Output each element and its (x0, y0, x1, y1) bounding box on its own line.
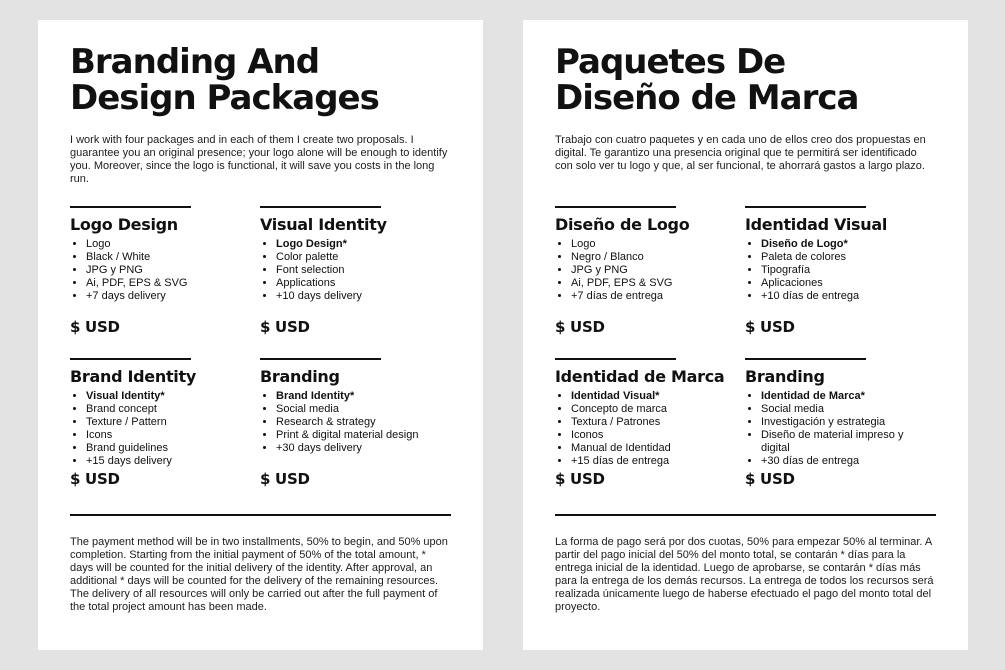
list-item: • +10 days delivery (276, 290, 450, 303)
page-title: Paquetes De Diseño de Marca (555, 42, 859, 118)
list-item: • Iconos (571, 429, 745, 442)
list-item: • Logo (571, 238, 745, 251)
package-divider (70, 358, 191, 360)
list-item: • Texture / Pattern (86, 416, 260, 429)
sheet-spanish (523, 20, 968, 650)
package-item-list (745, 238, 935, 303)
packages-grid (555, 206, 936, 510)
package-visual-identity (745, 206, 935, 358)
list-item: • Tipografía (761, 264, 935, 277)
package-item-list (260, 390, 450, 455)
list-item: • Black / White (86, 251, 260, 264)
list-item: • Icons (86, 429, 260, 442)
list-item: • Identidad de Marca* (761, 390, 935, 403)
package-price: $ USD (555, 318, 605, 336)
list-item: • +30 days delivery (276, 442, 450, 455)
package-price: $ USD (260, 470, 310, 488)
intro-text: Trabajo con cuatro paquetes y en cada uno de ellos creo dos propuestas en digital. Te garantizo una presencia original que te permitirá ser identificado con solo ver tu logo y que, al ser funcional, te ahorrará gastos a largo plazo. (555, 134, 926, 172)
package-price: $ USD (555, 470, 605, 488)
list-item: • Social media (276, 403, 450, 416)
section-divider (70, 514, 451, 516)
package-price: $ USD (70, 470, 120, 488)
package-branding (745, 358, 935, 510)
package-divider (260, 206, 381, 208)
list-item: • Paleta de colores (761, 251, 935, 264)
package-title: Branding (745, 367, 825, 386)
list-item: • Ai, PDF, EPS & SVG (571, 277, 745, 290)
package-visual-identity (260, 206, 450, 358)
list-item: • Brand concept (86, 403, 260, 416)
list-item: • +7 días de entrega (571, 290, 745, 303)
package-item-list (555, 238, 745, 303)
list-item: • JPG y PNG (571, 264, 745, 277)
sheet-english (38, 20, 483, 650)
package-title: Brand Identity (70, 367, 196, 386)
package-brand-identity (555, 358, 745, 510)
section-divider (555, 514, 936, 516)
list-item: • Manual de Identidad (571, 442, 745, 455)
list-item: • Brand Identity* (276, 390, 450, 403)
package-title: Visual Identity (260, 215, 387, 234)
list-item: • Visual Identity* (86, 390, 260, 403)
package-title: Identidad de Marca (555, 367, 725, 386)
package-item-list (70, 390, 260, 468)
package-price: $ USD (745, 318, 795, 336)
package-divider (555, 206, 676, 208)
list-item: • Color palette (276, 251, 450, 264)
package-divider (260, 358, 381, 360)
package-item-list (260, 238, 450, 303)
packages-grid (70, 206, 451, 510)
package-divider (555, 358, 676, 360)
package-logo-design (555, 206, 745, 358)
list-item: • Logo (86, 238, 260, 251)
list-item: • Ai, PDF, EPS & SVG (86, 277, 260, 290)
intro-text: I work with four packages and in each of them I create two proposals. I guarantee you an original presence; your logo alone will be enough to identify you. Moreover, since the logo is functional, it will save you costs in the long run. (70, 134, 448, 185)
list-item: • Aplicaciones (761, 277, 935, 290)
list-item: • +15 days delivery (86, 455, 260, 468)
package-logo-design (70, 206, 260, 358)
package-divider (745, 358, 866, 360)
package-title: Diseño de Logo (555, 215, 690, 234)
list-item: • +30 días de entrega (761, 455, 935, 468)
list-item: • JPG y PNG (86, 264, 260, 277)
list-item: • Diseño de material impreso y digital (761, 429, 935, 455)
list-item: • Textura / Patrones (571, 416, 745, 429)
payment-terms: La forma de pago será por dos cuotas, 50% para empezar 50% al terminar. A partir del pago inicial del 50% del monto total, se contarán * días para la entrega inicial de la identidad. Luego de aprobarse, se contarán * días más para la entrega de los demás recursos. La entrega de todos los recursos será realizada únicamente luego de haberse efectuado el pago del monto total del proyecto. (555, 536, 934, 613)
package-title: Logo Design (70, 215, 178, 234)
package-title: Branding (260, 367, 340, 386)
list-item: • +15 días de entrega (571, 455, 745, 468)
page-title: Branding And Design Packages (70, 42, 379, 118)
list-item: • +10 días de entrega (761, 290, 935, 303)
list-item: • Print & digital material design (276, 429, 450, 442)
list-item: • Research & strategy (276, 416, 450, 429)
package-price: $ USD (745, 470, 795, 488)
list-item: • Logo Design* (276, 238, 450, 251)
package-title: Identidad Visual (745, 215, 888, 234)
payment-terms: The payment method will be in two installments, 50% to begin, and 50% upon completion. Starting from the initial payment of 50% of the total amount, * days will be counted for the initial delivery of the identity. After approval, an additional * days will be counted for the delivery of the remaining resources. The delivery of all resources will only be carried out after the full payment of the total project amount has been made. (70, 536, 448, 613)
list-item: • +7 days delivery (86, 290, 260, 303)
package-brand-identity (70, 358, 260, 510)
list-item: • Investigación y estrategia (761, 416, 935, 429)
list-item: • Diseño de Logo* (761, 238, 935, 251)
package-item-list (70, 238, 260, 303)
list-item: • Applications (276, 277, 450, 290)
package-item-list (555, 390, 745, 468)
list-item: • Brand guidelines (86, 442, 260, 455)
package-divider (745, 206, 866, 208)
package-branding (260, 358, 450, 510)
package-item-list (745, 390, 935, 468)
package-divider (70, 206, 191, 208)
list-item: • Negro / Blanco (571, 251, 745, 264)
list-item: • Identidad Visual* (571, 390, 745, 403)
list-item: • Concepto de marca (571, 403, 745, 416)
list-item: • Font selection (276, 264, 450, 277)
list-item: • Social media (761, 403, 935, 416)
package-price: $ USD (70, 318, 120, 336)
package-price: $ USD (260, 318, 310, 336)
